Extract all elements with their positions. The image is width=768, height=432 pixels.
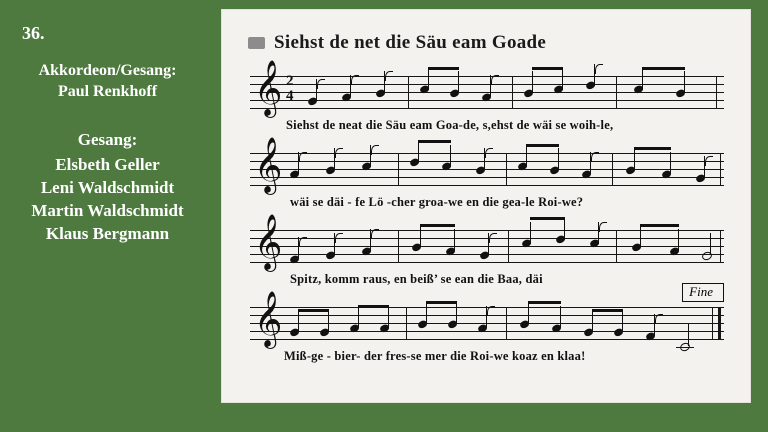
lyrics-line-2: wäi se däi - fe Lö -cher groa-we en die gea-le Roi-we? (290, 195, 584, 209)
score-system-4 (250, 284, 724, 363)
decorative-blob-icon (248, 37, 265, 49)
lyrics-line-1: Siehst de neat die Säu eam Goa-de, s,ehst de wäi se woih-le, (286, 118, 614, 132)
lyrics-line-4: Miß-ge - bier- der fres-se mer die Roi-we koaz en klaa! (284, 349, 586, 363)
staff-3 (250, 214, 724, 270)
time-signature: 2 4 (286, 73, 294, 104)
treble-clef-icon: 𝄞 (254, 137, 283, 193)
score-system-3 (250, 214, 724, 286)
credits-role-vocals: Gesang: (77, 129, 138, 149)
treble-clef-icon: 𝄞 (254, 214, 283, 270)
score-system-1 (250, 60, 724, 132)
credits-name-klaus: Klaus Bergmann (45, 223, 170, 243)
treble-clef-icon: 𝄞 (254, 60, 283, 116)
score-title: Siehst de net die Säu eam Goade (274, 32, 547, 53)
lyrics-line-3: Spitz, komm raus, en beiß’ se ean die Baa, däi (290, 272, 543, 286)
credits-name-paul: Paul Renkhoff (57, 83, 158, 101)
credits-block (0, 24, 215, 246)
score-sheet (222, 10, 750, 402)
score-system-2 (250, 137, 724, 209)
credits-name-martin: Martin Waldschmidt (31, 200, 184, 220)
treble-clef-icon: 𝄞 (254, 291, 283, 347)
credits-vocals-group (0, 129, 215, 246)
fine-marking: Fine (682, 283, 724, 302)
song-number: 36. (22, 23, 45, 43)
credits-role-accordion: Akkordeon/Gesang: (38, 61, 177, 79)
staff-1 (250, 60, 724, 116)
credits-name-elsbeth: Elsbeth Geller (55, 154, 160, 174)
credits-spacer (0, 103, 215, 129)
credits-accordion-group (0, 60, 215, 103)
staff-2 (250, 137, 724, 193)
credits-name-leni: Leni Waldschmidt (40, 177, 175, 197)
